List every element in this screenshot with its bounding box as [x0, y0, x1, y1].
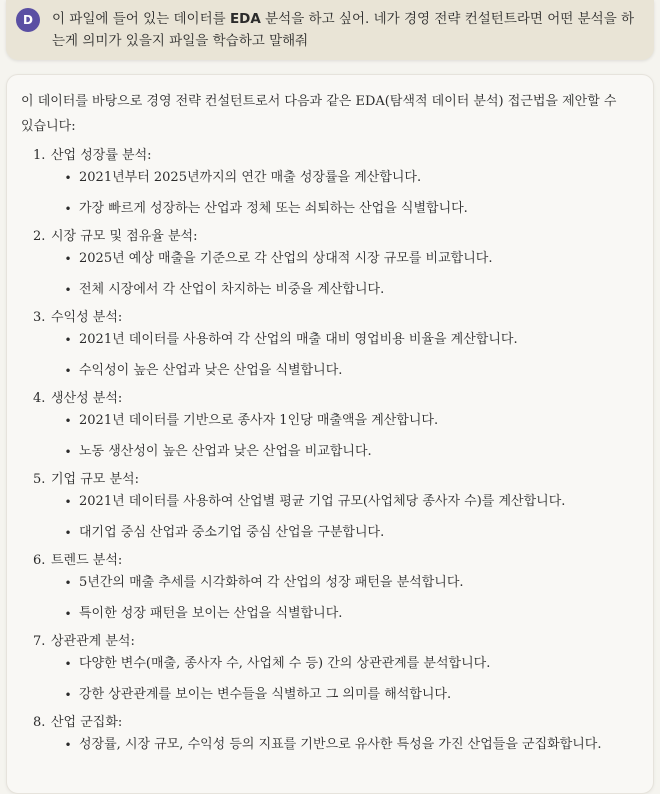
list-item-text: 강한 상관관계를 보이는 변수들을 식별하고 그 의미를 해석합니다. — [79, 687, 452, 702]
section-title — [33, 631, 633, 653]
list-item-text: 2021년 데이터를 기반으로 종사자 1인당 매출액을 계산합니다. — [79, 413, 439, 428]
section-number: 7. — [33, 634, 46, 649]
list-item-text: 가장 빠르게 성장하는 산업과 정체 또는 쇠퇴하는 산업을 식별합니다. — [79, 201, 468, 216]
analysis-section — [33, 388, 633, 463]
section-title — [33, 388, 633, 410]
list-item — [33, 410, 633, 432]
section-title — [33, 712, 633, 734]
list-item — [33, 603, 633, 625]
list-item-text: 대기업 중심 산업과 중소기업 중심 산업을 구분합니다. — [79, 525, 385, 540]
section-number: 8. — [33, 715, 46, 730]
section-title — [33, 307, 633, 329]
assistant-intro: 이 데이터를 바탕으로 경영 전략 컨설턴트로서 다음과 같은 EDA(탐색적 데이터 분석) 접근법을 제안할 수 있습니다: — [21, 94, 617, 134]
list-item — [33, 684, 633, 706]
section-title-text: 트렌드 분석: — [51, 553, 123, 568]
list-item — [33, 491, 633, 513]
section-number: 4. — [33, 391, 46, 406]
section-title-text: 시장 규모 및 점유율 분석: — [51, 229, 198, 244]
section-number: 6. — [33, 553, 46, 568]
list-item — [33, 653, 633, 675]
section-title — [33, 226, 633, 248]
list-item — [33, 248, 633, 270]
list-item — [33, 329, 633, 351]
analysis-section — [33, 226, 633, 301]
bullet-icon: • — [64, 283, 72, 297]
section-title-text: 생산성 분석: — [51, 391, 123, 406]
analysis-section — [33, 550, 633, 625]
list-item — [33, 279, 633, 301]
bullet-icon: • — [64, 738, 72, 752]
section-title — [33, 145, 633, 167]
list-item — [33, 167, 633, 189]
list-item-text: 2021년부터 2025년까지의 연간 매출 성장률을 계산합니다. — [79, 170, 422, 185]
list-item-text: 다양한 변수(매출, 종사자 수, 사업체 수 등) 간의 상관관계를 분석합니다. — [79, 656, 491, 671]
bullet-icon: • — [64, 333, 72, 347]
bullet-icon: • — [64, 364, 72, 378]
bullet-icon: • — [64, 688, 72, 702]
section-title-text: 수익성 분석: — [51, 310, 123, 325]
list-item-text: 2021년 데이터를 사용하여 각 산업의 매출 대비 영업비용 비율을 계산합니다. — [79, 332, 518, 347]
section-number: 5. — [33, 472, 46, 487]
analysis-section — [33, 145, 633, 220]
bullet-icon: • — [64, 495, 72, 509]
section-title-text: 상관관계 분석: — [51, 634, 135, 649]
section-number: 2. — [33, 229, 46, 244]
section-number: 1. — [33, 148, 46, 163]
bullet-icon: • — [64, 202, 72, 216]
list-item — [33, 198, 633, 220]
analysis-list — [33, 145, 633, 762]
user-message-text — [52, 8, 640, 52]
section-title — [33, 469, 633, 491]
list-item-text: 2025년 예상 매출을 기준으로 각 산업의 상대적 시장 규모를 비교합니다. — [79, 251, 493, 266]
analysis-section — [33, 307, 633, 382]
user-text-part2: 분석을 하고 싶어. 네가 경영 전략 컨설턴트라면 어떤 분석을 하는게 의미가 있을지 파일을 학습하고 말해줘 — [52, 11, 635, 49]
assistant-message — [6, 74, 654, 794]
list-item-text: 노동 생산성이 높은 산업과 낮은 산업을 비교합니다. — [79, 444, 372, 459]
list-item — [33, 441, 633, 463]
list-item-text: 5년간의 매출 추세를 시각화하여 각 산업의 성장 패턴을 분석합니다. — [79, 575, 464, 590]
user-text-part1: 이 파일에 들어 있는 데이터를 — [52, 11, 230, 27]
bullet-icon: • — [64, 414, 72, 428]
section-title-text: 기업 규모 분석: — [51, 472, 139, 487]
bullet-icon: • — [64, 576, 72, 590]
user-text-bold: EDA — [229, 11, 261, 27]
bullet-icon: • — [64, 526, 72, 540]
user-message — [6, 0, 654, 60]
section-title-text: 산업 군집화: — [51, 715, 123, 730]
user-avatar: D — [16, 8, 40, 32]
bullet-icon: • — [64, 252, 72, 266]
bullet-icon: • — [64, 657, 72, 671]
list-item — [33, 572, 633, 594]
section-title-text: 산업 성장률 분석: — [51, 148, 152, 163]
bullet-icon: • — [64, 171, 72, 185]
analysis-section — [33, 712, 633, 756]
bullet-icon: • — [64, 607, 72, 621]
list-item-text: 2021년 데이터를 사용하여 산업별 평균 기업 규모(사업체당 종사자 수)를 계산합니다. — [79, 494, 566, 509]
list-item — [33, 522, 633, 544]
section-title — [33, 550, 633, 572]
list-item-text: 특이한 성장 패턴을 보이는 산업을 식별합니다. — [79, 606, 343, 621]
list-item-text: 전체 시장에서 각 산업이 차지하는 비중을 계산합니다. — [79, 282, 385, 297]
list-item — [33, 360, 633, 382]
list-item — [33, 734, 633, 756]
analysis-section — [33, 469, 633, 544]
bullet-icon: • — [64, 445, 72, 459]
list-item-text: 수익성이 높은 산업과 낮은 산업을 식별합니다. — [79, 363, 343, 378]
section-number: 3. — [33, 310, 46, 325]
list-item-text: 성장률, 시장 규모, 수익성 등의 지표를 기반으로 유사한 특성을 가진 산업들을 군집화합니다. — [79, 737, 602, 752]
analysis-section — [33, 631, 633, 706]
